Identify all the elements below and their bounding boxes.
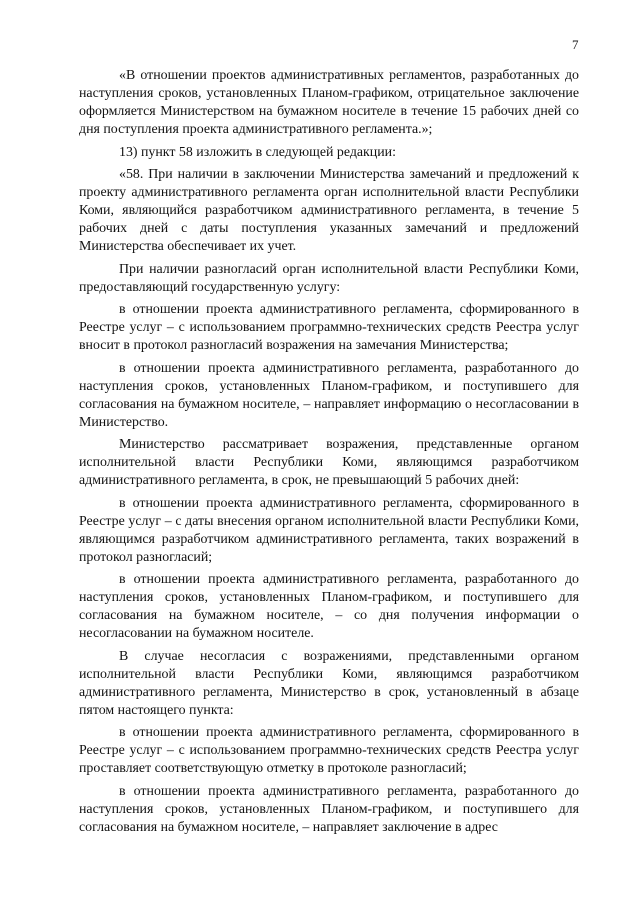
- paragraph: в отношении проекта административного регламента, сформированного в Реестре услуг – с использованием программно-технических средств Реестра услуг вносит в протокол разногласий возражения на замечания Министерства;: [79, 302, 579, 353]
- paragraph: в отношении проекта административного регламента, разработанного до наступления сроков, установленных Планом-графиком, и поступившего для согласования на бумажном носителе, – направляет информацию о несогласовании в Министерство.: [79, 360, 579, 430]
- paragraph: в отношении проекта административного регламента, разработанного до наступления сроков, установленных Планом-графиком, и поступившего для согласования на бумажном носителе, – направляет заключение в адрес: [79, 783, 579, 835]
- document-body: [79, 67, 579, 841]
- paragraph: При наличии разногласий орган исполнительной власти Республики Коми, предоставляющий государственную услугу:: [79, 261, 579, 295]
- page-number: 7: [572, 37, 579, 52]
- paragraph: «В отношении проектов административных регламентов, разработанных до наступления сроков, установленных Планом-графиком, отрицательное заключение оформляется Министерством на бумажном носителе в течение 15 рабочих дней со дня поступления проекта административного регламента.»;: [79, 68, 579, 137]
- paragraph: Министерство рассматривает возражения, представленные органом исполнительной власти Республики Коми, являющимся разработчиком административного регламента, в срок, не превышающий 5 рабочих дней:: [79, 437, 579, 488]
- paragraph: 13) пункт 58 изложить в следующей редакции:: [119, 144, 396, 160]
- paragraph: в отношении проекта административного регламента, сформированного в Реестре услуг – с даты внесения органом исполнительной власти Республики Коми, являющимся разработчиком административного регламента, таких возражений в протокол разногласий;: [79, 495, 579, 565]
- paragraph: в отношении проекта административного регламента, разработанного до наступления сроков, установленных Планом-графиком, и поступившего для согласования на бумажном носителе, – со дня получения информации о несогласовании на бумажном носителе.: [79, 572, 579, 641]
- paragraph: «58. При наличии в заключении Министерства замечаний и предложений к проекту административного регламента орган исполнительной власти Республики Коми, являющийся разработчиком административного регламента, в течение 5 рабочих дней с даты поступления указанных замечаний и предложений Министерства обеспечивает их учет.: [79, 167, 579, 254]
- paragraph: В случае несогласия с возражениями, представленными органом исполнительной власти Республики Коми, являющимся разработчиком административного регламента, Министерство в срок, установленный в абзаце пятом настоящего пункта:: [79, 648, 579, 718]
- paragraph: в отношении проекта административного регламента, сформированного в Реестре услуг – с использованием программно-технических средств Реестра услуг проставляет соответствующую отметку в протоколе разногласий;: [79, 725, 579, 776]
